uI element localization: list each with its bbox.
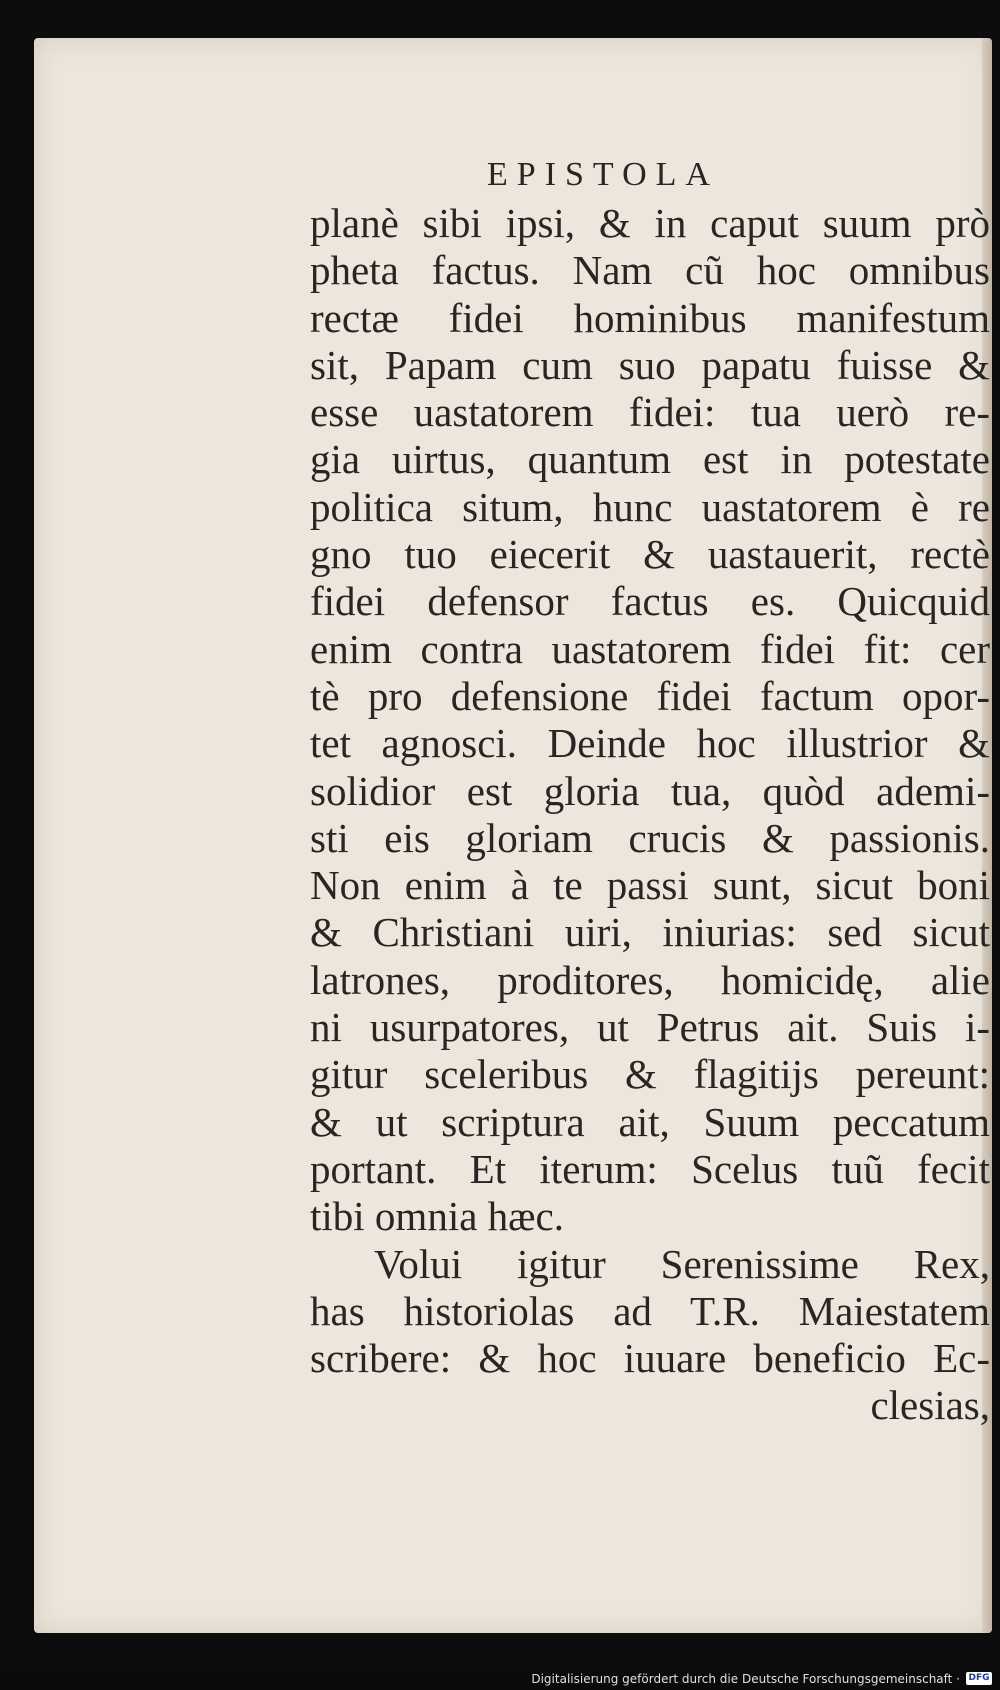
paragraph-start-line: Volui igitur Serenissime Rex, [374,1240,990,1287]
running-head: EPISTOLA [487,156,719,193]
text-line: portant. Et iterum: Scelus tuũ fecit [310,1145,990,1192]
catchword: clesias, [870,1382,990,1429]
text-line: sti eis gloriam crucis & passionis. [310,814,990,861]
text-line: gia uirtus, quantum est in potestate [310,436,990,483]
text-line: tet agnosci. Deinde hoc illustrior & [310,720,990,767]
text-block [310,200,990,1430]
text-line: politica situm, hunc uastatorem è re [310,483,990,530]
text-line: gitur sceleribus & flagitijs pereunt: [310,1051,990,1098]
text-line: Non enim à te passi sunt, sicut boni [310,862,990,909]
text-line: tè pro defensione fidei factum opor- [310,672,990,719]
text-line: ni usurpatores, ut Petrus ait. Suis i- [310,1004,990,1051]
text-line: enim contra uastatorem fidei fit: cer [310,625,990,672]
text-line: gno tuo eiecerit & uastauerit, rectè [310,531,990,578]
footer-bar [0,1666,1000,1690]
text-line: & ut scriptura ait, Suum peccatum [310,1098,990,1145]
text-line: scribere: & hoc iuuare beneficio Ec- [310,1335,990,1382]
text-line: pheta factus. Nam cũ hoc omnibus [310,247,990,294]
book-page [34,38,992,1633]
text-line: & Christiani uiri, iniurias: sed sicut [310,909,990,956]
text-line: has historiolas ad T.R. Maiestatem [310,1287,990,1334]
text-line: rectæ fidei hominibus manifestum [310,294,990,341]
digitization-credit: Digitalisierung gefördert durch die Deutsche Forschungsgemeinschaft · [531,1672,960,1686]
text-line: latrones, proditores, homicidę, alie [310,956,990,1003]
dfg-logo: DFG [966,1672,992,1685]
paragraph-end-line: tibi omnia hæc. [310,1193,564,1240]
text-line: planè sibi ipsi, & in caput suum prò [310,200,990,246]
text-line: solidior est gloria tua, quòd ademi- [310,767,990,814]
text-line: sit, Papam cum suo papatu fuisse & [310,341,990,388]
text-line: fidei defensor factus es. Quicquid [310,578,990,625]
text-line: esse uastatorem fidei: tua uerò re- [310,389,990,436]
